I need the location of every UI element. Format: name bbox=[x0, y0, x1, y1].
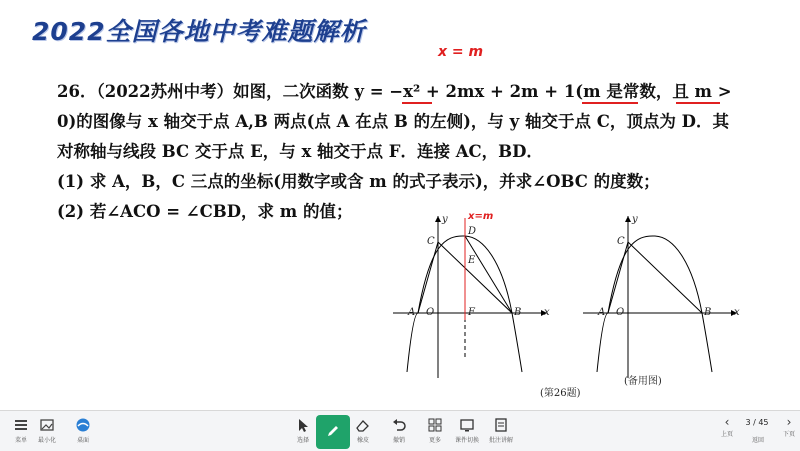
menu-icon bbox=[13, 417, 29, 433]
fig2-label-C: C bbox=[617, 236, 625, 247]
back-button[interactable]: 返回 bbox=[752, 437, 765, 444]
fig2-label-O: O bbox=[616, 307, 625, 318]
undo-icon bbox=[391, 417, 407, 433]
cursor-icon bbox=[295, 417, 311, 433]
notes-icon bbox=[493, 417, 509, 433]
fig1-label-F: F bbox=[468, 307, 475, 318]
menu-label: 菜单 bbox=[14, 437, 27, 444]
page-counter: 3 / 45 bbox=[745, 418, 769, 427]
switch-icon bbox=[459, 417, 475, 433]
fig1-label-D: D bbox=[468, 226, 477, 237]
figure-1-annotation: x=m bbox=[468, 211, 494, 222]
chevron-right-icon: › bbox=[786, 415, 792, 429]
fig2-label-A: A bbox=[598, 307, 606, 318]
next-page-button[interactable] bbox=[780, 415, 798, 438]
more-icon bbox=[427, 417, 443, 433]
switch-label: 课件切换 bbox=[454, 437, 479, 444]
next-page-label: 下页 bbox=[782, 431, 795, 438]
pen-tool[interactable] bbox=[316, 415, 350, 449]
eraser-icon bbox=[355, 417, 371, 433]
fig1-label-y: y bbox=[442, 214, 448, 225]
prev-page-button[interactable] bbox=[718, 415, 736, 438]
question-1: (1) 求 A，B，C 三点的坐标(用数字或含 m 的式子表示)，并求∠OBC 的度数； bbox=[57, 172, 660, 191]
undo-label: 撤销 bbox=[392, 437, 405, 444]
notes-tool[interactable] bbox=[484, 415, 518, 449]
problem-line-2: 0)的图像与 x 轴交于点 A,B 两点(点 A 在点 B 的左侧)，与 y 轴交于点 C，顶点为 D．其 bbox=[57, 112, 729, 131]
pen-icon bbox=[325, 423, 341, 439]
problem-text bbox=[57, 77, 757, 227]
ink-underline bbox=[676, 102, 720, 104]
picture-icon bbox=[39, 417, 55, 433]
banner-title: 2022全国各地中考难题解析 bbox=[32, 17, 366, 46]
chevron-left-icon: ‹ bbox=[724, 415, 730, 429]
select-tool[interactable] bbox=[286, 415, 320, 449]
bottom-toolbar bbox=[0, 410, 800, 451]
fig2-label-y: y bbox=[632, 214, 638, 225]
figure-1-caption: (第26题) bbox=[540, 388, 581, 399]
page-navigator bbox=[718, 415, 800, 449]
fig1-label-B: B bbox=[514, 307, 522, 318]
fig1-label-C: C bbox=[427, 236, 435, 247]
notes-label: 批注讲解 bbox=[488, 437, 513, 444]
desktop-icon bbox=[75, 417, 91, 433]
fig1-label-E: E bbox=[468, 255, 476, 266]
desktop-button[interactable] bbox=[66, 415, 100, 449]
eraser-tool[interactable] bbox=[346, 415, 380, 449]
eraser-label: 橡皮 bbox=[356, 437, 369, 444]
fig2-label-x: x bbox=[734, 307, 740, 318]
fig1-label-O: O bbox=[426, 307, 435, 318]
fig1-label-x: x bbox=[544, 307, 550, 318]
ink-underline bbox=[582, 102, 638, 104]
minimize-button[interactable] bbox=[30, 415, 64, 449]
fig1-label-A: A bbox=[408, 307, 416, 318]
undo-tool[interactable] bbox=[382, 415, 416, 449]
more-label: 更多 bbox=[428, 437, 441, 444]
fig2-label-B: B bbox=[704, 307, 712, 318]
handwritten-annotation: x = m bbox=[438, 44, 484, 60]
select-label: 选择 bbox=[296, 437, 309, 444]
problem-line-3: 对称轴与线段 BC 交于点 E，与 x 轴交于点 F．连接 AC，BD． bbox=[57, 142, 543, 161]
switch-tool[interactable] bbox=[450, 415, 484, 449]
more-tool[interactable] bbox=[418, 415, 452, 449]
ink-underline bbox=[402, 102, 432, 104]
figure-2-graph bbox=[575, 210, 745, 380]
desktop-label: 桌面 bbox=[76, 437, 89, 444]
figure-2-caption: (备用图) bbox=[624, 376, 662, 387]
minimize-label: 最小化 bbox=[37, 437, 56, 444]
prev-page-label: 上页 bbox=[720, 431, 733, 438]
problem-line-1: 26．（2022苏州中考）如图，二次函数 y = −x² + 2mx + 2m + 1(m 是常数，且 m > bbox=[57, 82, 732, 101]
question-2: (2) 若∠ACO = ∠CBD，求 m 的值； bbox=[57, 202, 353, 221]
